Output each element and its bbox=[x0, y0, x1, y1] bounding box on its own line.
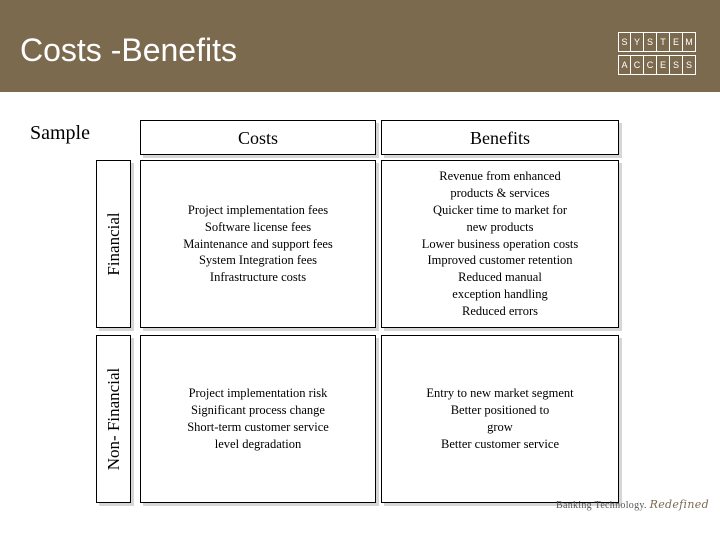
logo-letter: S bbox=[683, 55, 696, 75]
non-financial-costs-cell bbox=[140, 335, 376, 503]
benefit-item: exception handling bbox=[452, 286, 548, 301]
benefit-item: Reduced errors bbox=[461, 303, 538, 318]
financial-benefits-cell bbox=[381, 160, 619, 328]
benefits-column-header: Benefits bbox=[381, 120, 619, 155]
logo-letter: E bbox=[657, 55, 670, 75]
header-bar bbox=[0, 0, 720, 92]
benefit-item: Reduced manual bbox=[458, 270, 542, 285]
non-financial-row-label-box bbox=[96, 335, 131, 503]
cost-item: Infrastructure costs bbox=[209, 270, 307, 285]
logo-row-top bbox=[618, 32, 696, 52]
system-access-logo bbox=[618, 32, 696, 76]
logo-letter: C bbox=[644, 55, 657, 75]
cost-item: Maintenance and support fees bbox=[183, 236, 333, 251]
slide-title: Costs -Benefits bbox=[20, 32, 237, 68]
logo-letter: A bbox=[618, 55, 631, 75]
logo-letter: Y bbox=[631, 32, 644, 52]
cost-item: level degradation bbox=[214, 436, 302, 451]
cost-item: Project implementation risk bbox=[188, 386, 328, 401]
logo-letter: T bbox=[657, 32, 670, 52]
benefit-item: Revenue from enhanced bbox=[439, 169, 561, 184]
footer-tagline-logo bbox=[556, 498, 709, 511]
financial-row-label: Financial bbox=[103, 212, 123, 276]
benefit-item: products & services bbox=[450, 186, 550, 201]
footer-tagline-text: Banking Technology. bbox=[556, 500, 647, 511]
logo-letter: S bbox=[644, 32, 657, 52]
logo-row-bottom bbox=[618, 55, 696, 75]
benefit-item: Better customer service bbox=[440, 436, 559, 451]
footer-tagline-script: Redefined bbox=[649, 498, 709, 511]
benefit-item: Entry to new market segment bbox=[426, 386, 574, 401]
non-financial-row-label: Non- Financial bbox=[103, 367, 123, 471]
financial-row-label-box bbox=[96, 160, 131, 328]
logo-letter: M bbox=[683, 32, 696, 52]
logo-letter: S bbox=[670, 55, 683, 75]
cost-item: Project implementation fees bbox=[187, 203, 329, 217]
non-financial-benefits-cell bbox=[381, 335, 619, 503]
logo-letter: C bbox=[631, 55, 644, 75]
logo-letter: E bbox=[670, 32, 683, 52]
benefit-item: Better positioned to bbox=[450, 403, 550, 418]
financial-costs-cell bbox=[140, 160, 376, 328]
cost-item: System Integration fees bbox=[198, 253, 318, 268]
benefit-item: grow bbox=[487, 420, 513, 434]
cost-item: Short-term customer service bbox=[187, 420, 329, 434]
benefit-item: Improved customer retention bbox=[427, 253, 573, 268]
benefit-item: Quicker time to market for bbox=[433, 203, 567, 217]
cost-item: Significant process change bbox=[191, 403, 325, 418]
cost-item: Software license fees bbox=[204, 219, 312, 234]
logo-letter: S bbox=[618, 32, 631, 52]
costs-column-header: Costs bbox=[140, 120, 376, 155]
benefit-item: Lower business operation costs bbox=[421, 236, 579, 251]
sample-label: Sample bbox=[30, 122, 90, 144]
benefit-item: new products bbox=[466, 219, 534, 234]
